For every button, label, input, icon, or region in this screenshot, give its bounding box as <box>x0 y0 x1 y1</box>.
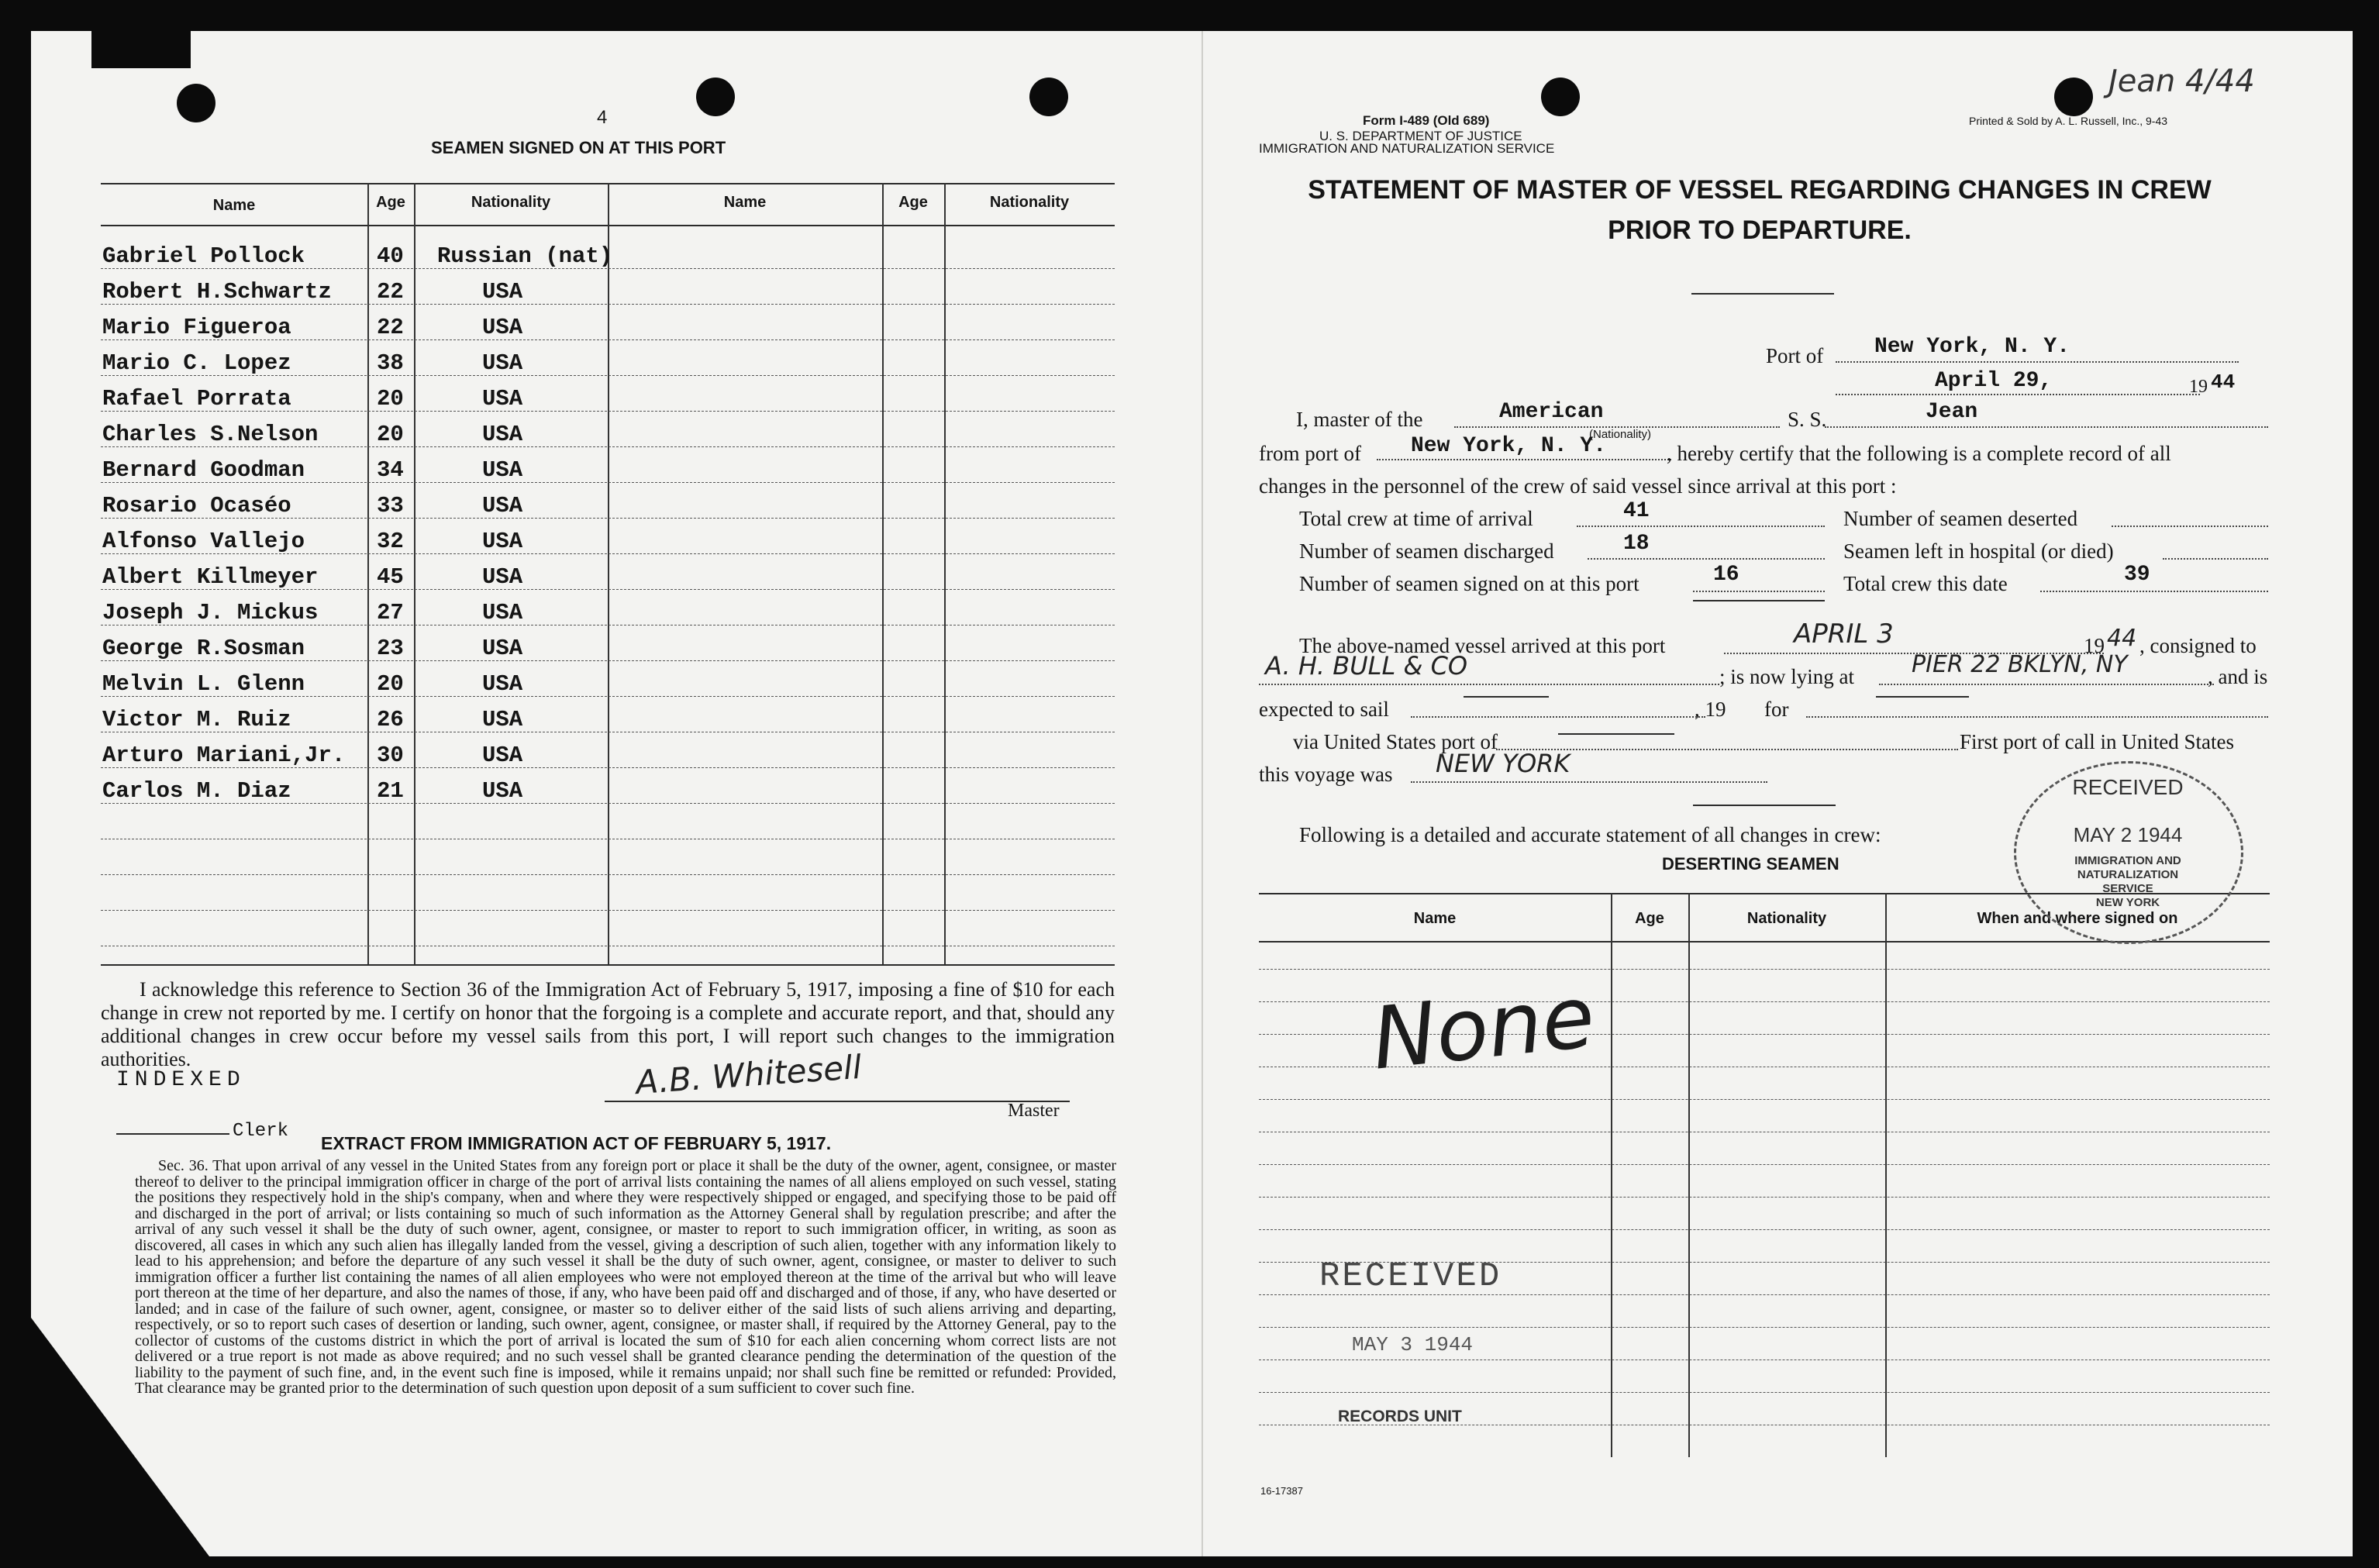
arrived-year: 44 <box>2107 625 2137 652</box>
stamp-line2: NATURALIZATION <box>2077 868 2179 881</box>
clerk-label: Clerk <box>233 1121 289 1142</box>
year-prefix: 19 <box>2189 377 2208 397</box>
service-name: IMMIGRATION AND NATURALIZATION SERVICE <box>1259 141 1555 156</box>
table-row-nationality: USA <box>482 386 523 412</box>
department-name: U. S. DEPARTMENT OF JUSTICE <box>1319 129 1522 143</box>
stamp-line4: NEW YORK <box>2095 896 2160 909</box>
following-text: Following is a detailed and accurate statement of all changes in crew: <box>1299 823 1881 846</box>
table-row-nationality: USA <box>482 422 523 447</box>
extract-text: Sec. 36. That upon arrival of any vessel in the United States from any foreign port or place it shall be the duty of the owner, agent, consignee, or master thereof to deliver to the principal immigration officer in charge of the port of arrival lists containing the names of all aliens employed on such vessel, stating the positions they respectively hold in the ship's company, when and where they were respectively shipped or engaged, and specifying those to be paid off and discharged in the port of arrival; or lists containing so much of such information as the Attorney General shall by regulation prescribe; and after the arrival of any such vessel it shall be the duty of such owner, agent, consignee, or master to report to such immigration officer, in writing, as soon as discovered, all cases in which any such alien has illegally landed from the vessel, giving a description of such alien, together with any information likely to lead to his apprehension; and before the departure of any such vessel it shall be the duty of such owner, agent, consignee, or master to deliver to such immigration officer a further list containing the names of all alien employees who were not employed thereon at the time of the arrival but who will leave port thereon at the time of her departure, and also the names of those, if any, who have been paid off and discharged and of those, if any, who have deserted or landed; and in case of the failure of such owner, agent, consignee, or master so to deliver either of the said lists of such aliens arriving and departing, respectively, or so to report such cases of desertion or landing, such owner, agent, consignee, or master shall, if required by the Attorney General, pay to the collector of customs of the customs district in which the port of arrival is located the sum of $10 for each alien concerning whom correct lists are not delivered or a true report is not made as above required; and no such vessel shall be granted clearance pending the determination of the question of the liability to the payment of such fine, and, in the event such fine is imposed, while it remains unpaid; nor shall such fine be remitted or refunded: Provided, That clearance may be granted prior to the determination of such question upon deposit of a sum sufficient to cover such fine. <box>135 1157 1116 1397</box>
header-name: Name <box>212 197 256 214</box>
table-row-name: Mario C. Lopez <box>102 350 291 376</box>
header-nationality-2: Nationality <box>989 194 1070 211</box>
signed-on-title: SEAMEN SIGNED ON AT THIS PORT <box>431 138 726 157</box>
total-crew-date-value: 39 <box>2124 563 2150 587</box>
total-crew-date-label: Total crew this date <box>1843 572 2008 595</box>
table-row-age: 32 <box>377 529 404 554</box>
expected-line <box>1411 693 1705 718</box>
table-row-nationality: USA <box>482 457 523 483</box>
header-age-2: Age <box>898 194 928 211</box>
arrived-year-prefix: 19 <box>2084 634 2105 657</box>
certify-text: , hereby certify that the following is a complete record of all <box>1667 442 2171 465</box>
master-of-label: I, master of the <box>1296 408 1423 431</box>
table-row-nationality: USA <box>482 707 523 732</box>
date-value: April 29, <box>1935 369 2053 393</box>
table-row-name: Bernard Goodman <box>102 457 305 483</box>
lying-at-value: PIER 22 BKLYN, NY <box>1912 651 2128 678</box>
handwritten-corner-note: Jean 4/44 <box>2108 64 2255 99</box>
table-row-nationality: USA <box>482 279 523 305</box>
for-line <box>1806 693 2268 718</box>
table-row-age: 20 <box>377 386 404 412</box>
expected-label: expected to sail <box>1259 698 1389 721</box>
table-row-age: 22 <box>377 279 404 305</box>
table-row-age: 34 <box>377 457 404 483</box>
table-row-nationality: Russian (nat) <box>437 243 613 269</box>
stamp2-unit: RECORDS UNIT <box>1338 1408 1462 1425</box>
consigned-to-label: , consigned to <box>2139 634 2257 657</box>
acknowledgement-text: I acknowledge this reference to Section 36 of the Immigration Act of February 5, 1917, imposing a fine of $10 for each change in crew not reported by me. I certify on honor that the forgoing is a complete and accurate report, and that, should any additional changes in crew occur before my vessel sails from this port, I will report such changes to the immigration authorities. <box>101 978 1115 1070</box>
port-of-value: New York, N. Y. <box>1874 335 2070 359</box>
deserted-line <box>2112 502 2268 527</box>
stamp-date: MAY 2 1944 <box>2073 823 2183 846</box>
deserting-row-rule <box>1259 1164 2270 1165</box>
table-row-nationality: USA <box>482 600 523 625</box>
column-rule <box>882 183 884 964</box>
master-signature: A.B. Whitesell <box>634 1047 863 1102</box>
page-divider <box>1202 31 1203 1556</box>
footer-code: 16-17387 <box>1260 1485 1303 1497</box>
changes-text: changes in the personnel of the crew of said vessel since arrival at this port : <box>1259 474 1897 498</box>
table-row-nationality: USA <box>482 778 523 804</box>
table-row-name: Robert H.Schwartz <box>102 279 332 305</box>
punch-hole <box>1541 78 1580 116</box>
punch-hole <box>696 78 735 116</box>
table-row-age: 20 <box>377 671 404 697</box>
header-name-2: Name <box>723 194 767 211</box>
voyage-value: NEW YORK <box>1436 749 1570 778</box>
ss-label: S. S. <box>1788 408 1827 431</box>
and-is-text: , and is <box>2208 665 2268 688</box>
expected-year-prefix: , 19 <box>1695 698 1726 721</box>
master-label: Master <box>1008 1101 1060 1121</box>
stamp-line3: SERVICE <box>2102 882 2153 895</box>
table-row-name: Rafael Porrata <box>102 386 291 412</box>
table-row-name: Joseph J. Mickus <box>102 600 319 625</box>
table-row-age: 23 <box>377 636 404 661</box>
clerk-line <box>116 1133 229 1135</box>
table-row-rule <box>101 910 1115 911</box>
stamp2-date: MAY 3 1944 <box>1352 1333 1474 1356</box>
printer-note: Printed & Sold by A. L. Russell, Inc., 9-43 <box>1969 115 2168 127</box>
form-title-line1: STATEMENT OF MASTER OF VESSEL REGARDING CHANGES IN CREW <box>1308 175 2212 205</box>
table-row-age: 27 <box>377 600 404 625</box>
table-row-age: 21 <box>377 778 404 804</box>
table-row-name: Arturo Mariani,Jr. <box>102 743 346 768</box>
deserting-header-age: Age <box>1635 910 1664 927</box>
deserting-header-nationality: Nationality <box>1746 910 1827 927</box>
for-label: for <box>1764 698 1789 721</box>
column-rule <box>608 183 609 964</box>
hospital-label: Seamen left in hospital (or died) <box>1843 539 2114 563</box>
table-row-age: 33 <box>377 493 404 519</box>
form-title-line2: PRIOR TO DEPARTURE. <box>1608 215 1912 245</box>
table-row-age: 40 <box>377 243 404 269</box>
signed-on-label: Number of seamen signed on at this port <box>1299 572 1639 595</box>
deserting-title: DESERTING SEAMEN <box>1662 854 1839 874</box>
port-of-label: Port of <box>1766 344 1824 367</box>
discharged-value: 18 <box>1623 532 1650 556</box>
ship-name-line <box>1825 403 2268 428</box>
punch-hole <box>177 84 215 122</box>
title-rule <box>1691 293 1834 295</box>
table-row-name: Melvin L. Glenn <box>102 671 305 697</box>
discharged-label: Number of seamen discharged <box>1299 539 1554 563</box>
table-row-name: Carlos M. Diaz <box>102 778 291 804</box>
punch-hole <box>2054 78 2093 116</box>
form-number: Form I-489 (Old 689) <box>1363 113 1490 128</box>
total-crew-date-line <box>2040 567 2268 592</box>
extract-title: EXTRACT FROM IMMIGRATION ACT OF FEBRUARY 5, 1917. <box>321 1133 832 1153</box>
table-row-age: 20 <box>377 422 404 447</box>
table-row-nationality: USA <box>482 743 523 768</box>
table-row-nationality: USA <box>482 564 523 590</box>
none-handwritten: None <box>1367 967 1599 1089</box>
nationality-value: American <box>1499 400 1604 424</box>
table-row-age: 30 <box>377 743 404 768</box>
punch-hole <box>1029 78 1068 116</box>
ship-name: Jean <box>1926 400 1978 424</box>
deserting-row-rule <box>1259 969 2270 970</box>
indexed-stamp: INDEXED <box>116 1068 246 1092</box>
deserting-column-rule <box>1885 893 1887 1457</box>
signed-on-value: 16 <box>1713 563 1739 587</box>
stamp-line1: IMMIGRATION AND <box>2074 854 2181 867</box>
table-row-nationality: USA <box>482 350 523 376</box>
deserting-header-name: Name <box>1413 910 1457 927</box>
table-bottom-rule <box>101 964 1115 966</box>
deserting-row-rule <box>1259 1229 2270 1230</box>
deserting-row-rule <box>1259 1197 2270 1198</box>
consignee-value: A. H. BULL & CO <box>1265 651 1468 681</box>
header-nationality: Nationality <box>471 194 551 211</box>
stamp-received: RECEIVED <box>2072 775 2184 799</box>
hospital-line <box>2163 535 2268 560</box>
table-row-age: 45 <box>377 564 404 590</box>
table-row-name: Rosario Ocaséo <box>102 493 291 519</box>
counts-rule <box>1693 600 1825 601</box>
column-rule <box>944 183 946 964</box>
via-label: via United States port of <box>1293 730 1498 753</box>
table-row-age: 22 <box>377 315 404 340</box>
total-crew-arrival-line <box>1577 502 1825 527</box>
year-value: 44 <box>2211 370 2236 394</box>
page-number: 4 <box>597 107 608 128</box>
column-rule <box>414 183 415 964</box>
deserting-column-rule <box>1688 893 1690 1457</box>
deserting-row-rule <box>1259 1099 2270 1100</box>
table-row-name: Alfonso Vallejo <box>102 529 305 554</box>
table-row-age: 26 <box>377 707 404 732</box>
table-row-nationality: USA <box>482 636 523 661</box>
master-signature-line <box>605 1101 1070 1102</box>
column-rule <box>367 183 369 964</box>
voyage-rule <box>1693 805 1836 806</box>
table-row-nationality: USA <box>482 493 523 519</box>
nationality-caption: (Nationality) <box>1589 428 1652 441</box>
deserting-header-when-where: When and where signed on <box>1977 910 2178 927</box>
from-port-label: from port of <box>1259 442 1361 465</box>
deserting-row-rule <box>1259 1392 2270 1393</box>
table-row-name: Gabriel Pollock <box>102 243 305 269</box>
voyage-label: this voyage was <box>1259 763 1393 786</box>
from-port-value: New York, N. Y. <box>1411 434 1607 458</box>
table-row-name: Victor M. Ruiz <box>102 707 291 732</box>
via-line <box>1496 725 1958 750</box>
tape-corner <box>91 31 191 68</box>
table-row-name: George R.Sosman <box>102 636 305 661</box>
deserted-label: Number of seamen deserted <box>1843 507 2078 530</box>
table-row-name: Albert Killmeyer <box>102 564 319 590</box>
table-row-nationality: USA <box>482 671 523 697</box>
table-row-name: Charles S.Nelson <box>102 422 319 447</box>
stamp2-received: RECEIVED <box>1319 1257 1502 1296</box>
table-row-age: 38 <box>377 350 404 376</box>
total-crew-arrival-value: 41 <box>1623 499 1650 523</box>
table-row-nationality: USA <box>482 529 523 554</box>
deserting-row-rule <box>1259 1327 2270 1328</box>
first-port-label: First port of call in United States <box>1960 730 2234 753</box>
table-row-name: Mario Figueroa <box>102 315 291 340</box>
deserting-column-rule <box>1611 893 1612 1457</box>
via-mark <box>1558 733 1674 735</box>
table-row-nationality: USA <box>482 315 523 340</box>
lying-at-label: ; is now lying at <box>1719 665 1854 688</box>
total-crew-arrival-label: Total crew at time of arrival <box>1299 507 1533 530</box>
table-row-rule <box>101 874 1115 875</box>
arrived-label: The above-named vessel arrived at this port <box>1299 634 1666 657</box>
header-age: Age <box>376 194 405 211</box>
arrived-value: APRIL 3 <box>1794 619 1894 650</box>
